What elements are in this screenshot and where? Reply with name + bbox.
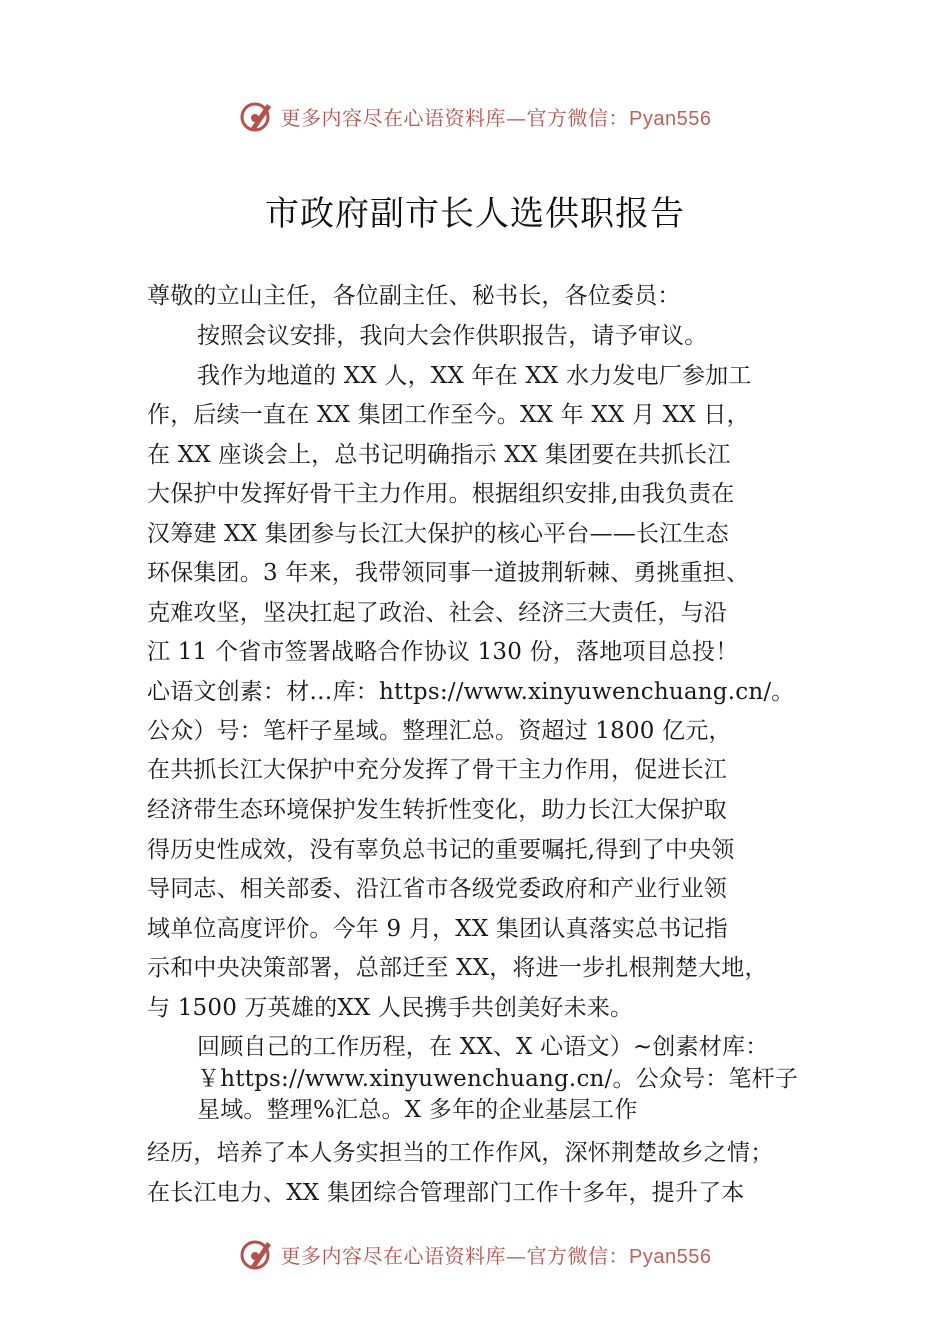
body-line: 域单位高度评价。今年 9 月，XX 集团认真落实总书记指 bbox=[147, 916, 728, 942]
body-line: 作，后续一直在 XX 集团工作至今。XX 年 XX 月 XX 日， bbox=[147, 402, 750, 428]
body-line: 公众）号：笔杆子星域。整理汇总。资超过 1800 亿元， bbox=[147, 718, 732, 744]
body-line: ￥https://www.xinyuwenchuang.cn/。公众号：笔杆子 bbox=[197, 1066, 799, 1092]
watermark-text: 更多内容尽在心语资料库—官方微信： bbox=[280, 105, 630, 130]
watermark-wechat-id: Pyan556 bbox=[629, 107, 712, 130]
body-line: 星域。整理%汇总。X 多年的企业基层工作 bbox=[197, 1097, 638, 1123]
watermark-wechat-id: Pyan556 bbox=[629, 1245, 712, 1268]
body-line: 心语文创素：材…库：https://www.xinyuwenchuang.cn/。 bbox=[147, 679, 795, 705]
pen-nib-logo-icon bbox=[239, 1236, 275, 1272]
body-line: 克难攻坚，坚决扛起了政治、社会、经济三大责任，与沿 bbox=[147, 600, 727, 626]
body-line: 大保护中发挥好骨干主力作用。根据组织安排,由我负责在 bbox=[147, 481, 735, 507]
body-line: 回顾自己的工作历程，在 XX、X 心语文）~创素材库： bbox=[197, 1034, 769, 1060]
body-line: 环保集团。3 年来，我带领同事一道披荆斩棘、勇挑重担、 bbox=[147, 560, 750, 586]
watermark-text: 更多内容尽在心语资料库—官方微信： bbox=[280, 1243, 630, 1268]
header-watermark bbox=[0, 96, 950, 136]
body-line: 与 1500 万英雄的XX 人民携手共创美好未来。 bbox=[147, 995, 634, 1021]
body-line: 在共抓长江大保护中充分发挥了骨干主力作用，促进长江 bbox=[147, 757, 727, 783]
body-line: 在长江电力、XX 集团综合管理部门工作十多年，提升了本 bbox=[147, 1180, 745, 1206]
body-line: 在 XX 座谈会上，总书记明确指示 XX 集团要在共抓长江 bbox=[147, 442, 731, 468]
body-line: 得历史性成效，没有辜负总书记的重要嘱托,得到了中央领 bbox=[147, 837, 735, 863]
body-line: 我作为地道的 XX 人，XX 年在 XX 水力发电厂参加工 bbox=[197, 363, 752, 389]
pen-nib-logo-icon bbox=[239, 98, 275, 134]
body-line: 按照会议安排，我向大会作供职报告，请予审议。 bbox=[197, 323, 708, 349]
body-line: 江 11 个省市签署战略合作协议 130 份，落地项目总投！ bbox=[147, 639, 739, 665]
body-line: 经济带生态环境保护发生转折性变化，助力长江大保护取 bbox=[147, 797, 727, 823]
body-line: 经历，培养了本人务实担当的工作作风，深怀荆楚故乡之情； bbox=[147, 1140, 774, 1166]
footer-watermark bbox=[0, 1234, 950, 1274]
body-line: 汉筹建 XX 集团参与长江大保护的核心平台——长江生态 bbox=[147, 521, 729, 547]
body-line: 导同志、相关部委、沿江省市各级党委政府和产业行业领 bbox=[147, 876, 727, 902]
body-line: 尊敬的立山主任，各位副主任、秘书长，各位委员： bbox=[147, 283, 681, 309]
document-title: 市政府副市长人选供职报告 bbox=[265, 194, 685, 234]
body-line: 示和中央决策部署，总部迁至 XX，将进一步扎根荆楚大地， bbox=[147, 955, 768, 981]
